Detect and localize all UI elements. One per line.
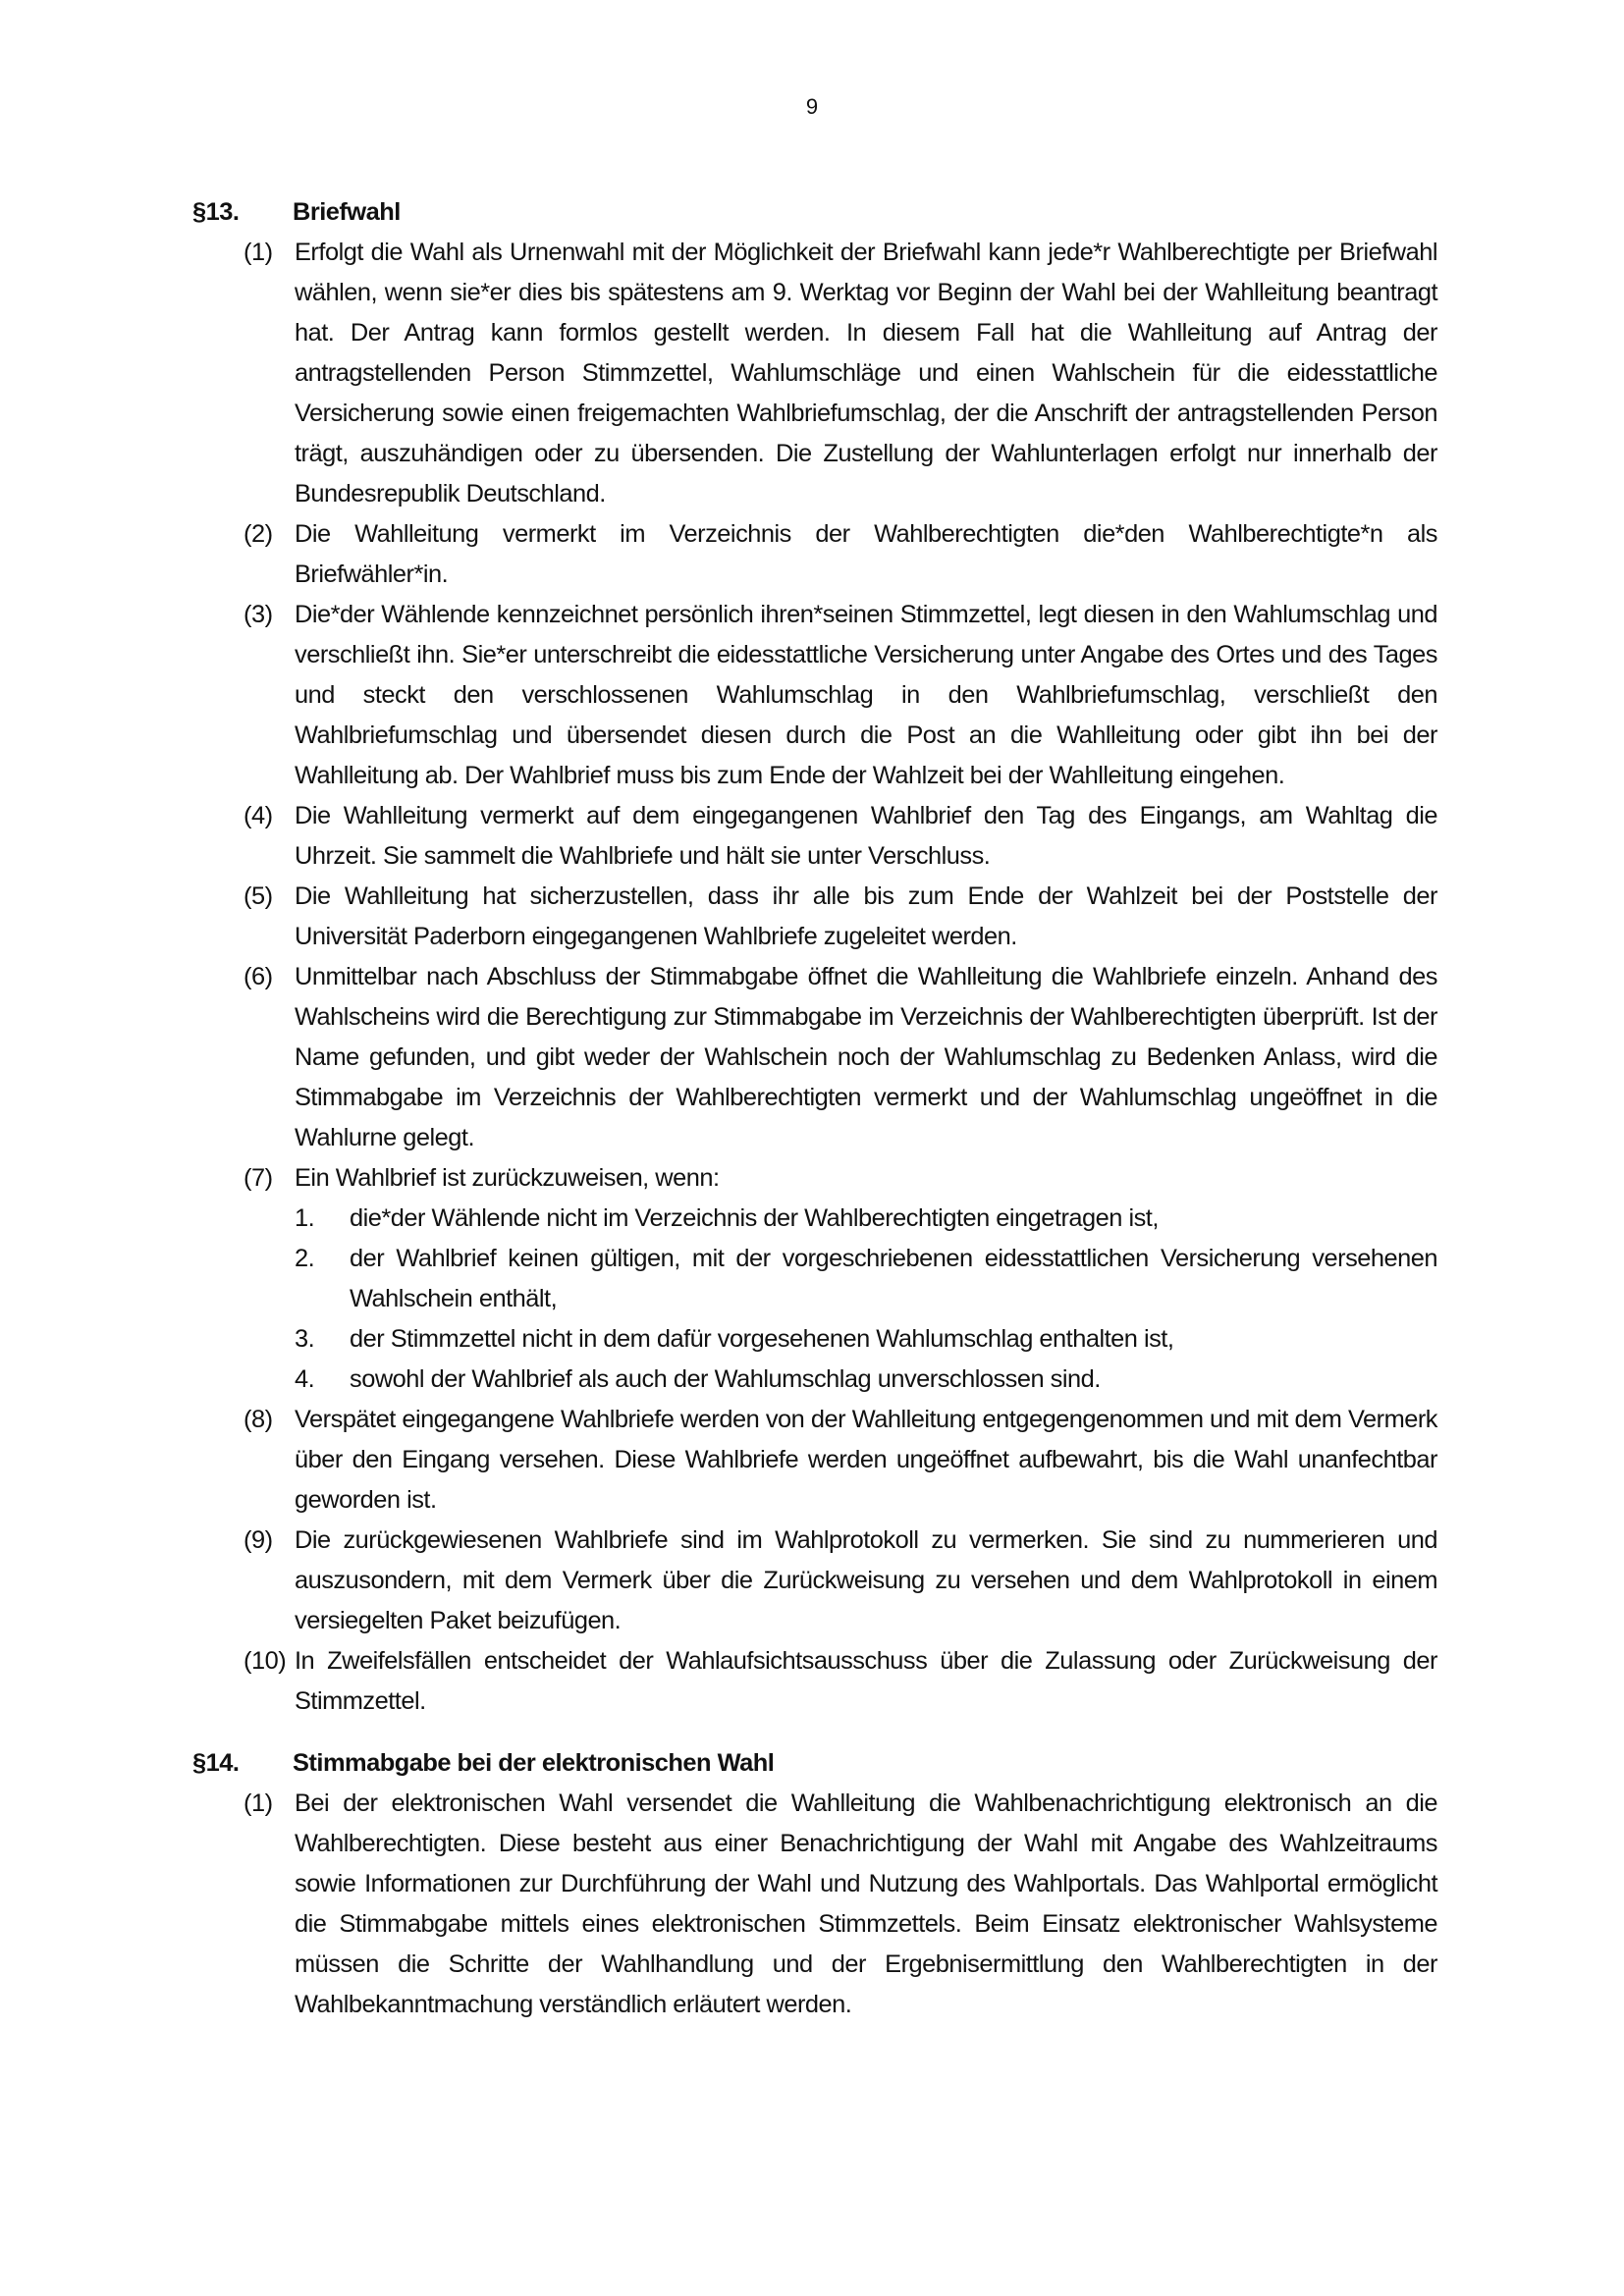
paragraph-13-9 — [192, 1521, 1437, 1641]
paragraph-number: (2) — [244, 520, 273, 548]
list-item-text: die*der Wählende nicht im Verzeichnis der Wahlberechtigten eingetragen ist, — [350, 1204, 1159, 1232]
paragraph-number: (8) — [244, 1406, 273, 1433]
section-number: §13. — [192, 198, 240, 226]
paragraph-13-8 — [192, 1400, 1437, 1521]
list-item — [295, 1239, 1437, 1319]
paragraph-number: (1) — [244, 1789, 273, 1817]
paragraph-number: (9) — [244, 1526, 273, 1554]
paragraph-text: Die*der Wählende kennzeichnet persönlich ihren*seinen Stimmzettel, legt diesen in den Wahlumschlag und verschließt ihn. Sie*er unterschreibt die eidesstattliche Versicherung unter Angabe des Ortes und des Tages und steckt den verschlossenen Wahlumschlag in den Wahlbriefumschlag, verschließt den Wahlbriefumschlag und übersendet diesen durch die Post an die Wahlleitung oder gibt ihn bei der Wahlleitung ab. Der Wahlbrief muss bis zum Ende der Wahlzeit bei der Wahlleitung eingehen. — [295, 601, 1437, 789]
list-item-text: der Wahlbrief keinen gültigen, mit der vorgeschriebenen eidesstattlichen Versicherung versehenen Wahlschein enthält, — [350, 1245, 1437, 1312]
paragraph-number: (3) — [244, 601, 273, 628]
paragraph-text: Die zurückgewiesenen Wahlbriefe sind im Wahlprotokoll zu vermerken. Sie sind zu nummerieren und auszusondern, mit dem Vermerk über die Zurückweisung zu versehen und dem Wahlprotokoll in einem versiegelten Paket beizufügen. — [295, 1526, 1437, 1634]
page-number: 9 — [805, 94, 819, 119]
paragraph-number: (5) — [244, 882, 273, 910]
rejection-reasons-list — [295, 1199, 1437, 1400]
paragraph-13-1 — [192, 233, 1437, 514]
paragraph-13-7 — [192, 1158, 1437, 1400]
paragraph-13-6 — [192, 957, 1437, 1158]
section-heading-14 — [192, 1743, 1437, 1784]
section-number: §14. — [192, 1749, 240, 1777]
paragraph-text: Die Wahlleitung hat sicherzustellen, dass ihr alle bis zum Ende der Wahlzeit bei der Poststelle der Universität Paderborn eingegangenen Wahlbriefe zugeleitet werden. — [295, 882, 1437, 950]
paragraph-number: (4) — [244, 802, 273, 829]
paragraph-13-3 — [192, 595, 1437, 796]
list-item — [295, 1199, 1437, 1239]
paragraph-number: (1) — [244, 239, 273, 266]
paragraph-text: Bei der elektronischen Wahl versendet die Wahlleitung die Wahlbenachrichtigung elektronisch an die Wahlberechtigten. Diese besteht aus einer Benachrichtigung der Wahl mit Angabe des Wahlzeitraums sowie Informationen zur Durchführung der Wahl und Nutzung des Wahlportals. Das Wahlportal ermöglicht die Stimmabgabe mittels eines elektronischen Stimmzettels. Beim Einsatz elektronischer Wahlsysteme müssen die Schritte der Wahlhandlung und der Ergebnisermittlung den Wahlberechtigten in der Wahlbekanntmachung verständlich erläutert werden. — [295, 1789, 1437, 2018]
paragraph-13-4 — [192, 796, 1437, 877]
list-item-text: sowohl der Wahlbrief als auch der Wahlumschlag unverschlossen sind. — [350, 1365, 1101, 1393]
section-heading-13 — [192, 192, 1437, 233]
list-item-number: 3. — [295, 1325, 315, 1353]
paragraph-text: Ein Wahlbrief ist zurückzuweisen, wenn: — [295, 1164, 720, 1192]
paragraph-text: Die Wahlleitung vermerkt auf dem eingegangenen Wahlbrief den Tag des Eingangs, am Wahltag die Uhrzeit. Sie sammelt die Wahlbriefe und hält sie unter Verschluss. — [295, 802, 1437, 870]
paragraph-text: In Zweifelsfällen entscheidet der Wahlaufsichtsausschuss über die Zulassung oder Zurückweisung der Stimmzettel. — [295, 1647, 1437, 1715]
paragraph-text: Verspätet eingegangene Wahlbriefe werden von der Wahlleitung entgegengenommen und mit dem Vermerk über den Eingang versehen. Diese Wahlbriefe werden ungeöffnet aufbewahrt, bis die Wahl unanfechtbar geworden ist. — [295, 1406, 1437, 1514]
list-item-number: 4. — [295, 1365, 315, 1393]
document-body — [192, 192, 1437, 2025]
paragraph-13-2 — [192, 514, 1437, 595]
paragraph-number: (10) — [244, 1647, 287, 1675]
paragraph-text: Die Wahlleitung vermerkt im Verzeichnis der Wahlberechtigten die*den Wahlberechtigte*n als Briefwähler*in. — [295, 520, 1437, 588]
paragraph-13-10 — [192, 1641, 1437, 1722]
paragraph-13-5 — [192, 877, 1437, 957]
list-item-text: der Stimmzettel nicht in dem dafür vorgesehenen Wahlumschlag enthalten ist, — [350, 1325, 1174, 1353]
paragraph-14-1 — [192, 1784, 1437, 2025]
list-item — [295, 1319, 1437, 1360]
paragraph-text: Unmittelbar nach Abschluss der Stimmabgabe öffnet die Wahlleitung die Wahlbriefe einzeln. Anhand des Wahlscheins wird die Berechtigung zur Stimmabgabe im Verzeichnis der Wahlberechtigten überprüft. Ist der Name gefunden, und gibt weder der Wahlschein noch der Wahlumschlag zu Bedenken Anlass, wird die Stimmabgabe im Verzeichnis der Wahlberechtigten vermerkt und der Wahlumschlag ungeöffnet in die Wahlurne gelegt. — [295, 963, 1437, 1151]
paragraph-number: (7) — [244, 1164, 273, 1192]
section-title: Stimmabgabe bei der elektronischen Wahl — [293, 1749, 775, 1777]
section-title: Briefwahl — [293, 198, 401, 226]
list-item-number: 2. — [295, 1245, 315, 1272]
list-item-number: 1. — [295, 1204, 315, 1232]
list-item — [295, 1360, 1437, 1400]
paragraph-number: (6) — [244, 963, 273, 990]
paragraph-text: Erfolgt die Wahl als Urnenwahl mit der Möglichkeit der Briefwahl kann jede*r Wahlberechtigte per Briefwahl wählen, wenn sie*er dies bis spätestens am 9. Werktag vor Beginn der Wahl bei der Wahlleitung beantragt hat. Der Antrag kann formlos gestellt werden. In diesem Fall hat die Wahlleitung auf Antrag der antragstellenden Person Stimmzettel, Wahlumschläge und einen Wahlschein für die eidesstattliche Versicherung sowie einen freigemachten Wahlbriefumschlag, der die Anschrift der antragstellenden Person trägt, auszuhändigen oder zu übersenden. Die Zustellung der Wahlunterlagen erfolgt nur innerhalb der Bundesrepublik Deutschland. — [295, 239, 1437, 507]
paragraph-body — [295, 1158, 1437, 1400]
